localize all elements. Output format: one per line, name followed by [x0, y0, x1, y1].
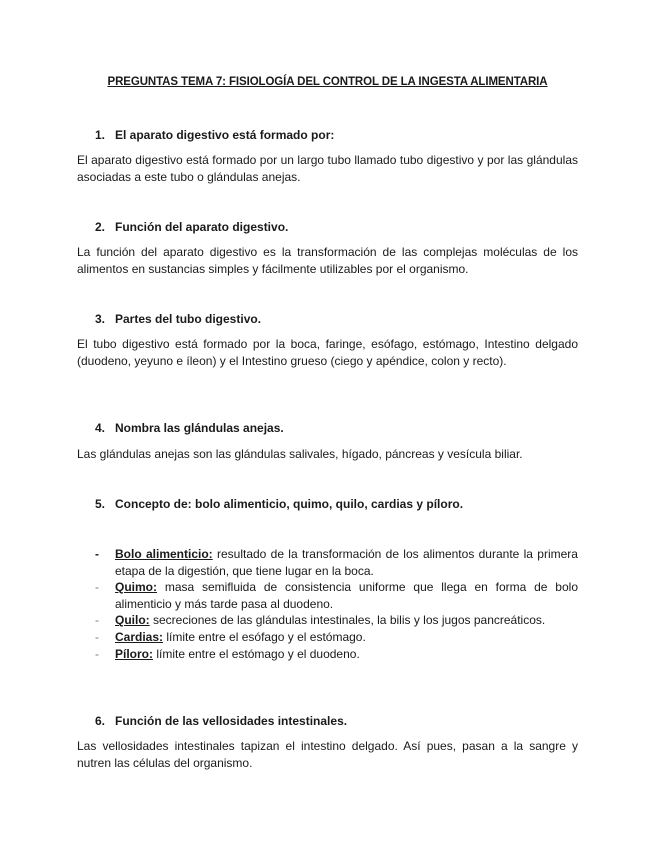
- list-item: [95, 579, 578, 612]
- page-title: PREGUNTAS TEMA 7: FISIOLOGÍA DEL CONTROL DE LA INGESTA ALIMENTARIA: [107, 76, 548, 88]
- answer-3: El tubo digestivo está formado por la boca, faringe, esófago, estómago, Intestino delgado (duodeno, yeyuno e íleon) y el Intestino grueso (ciego y apéndice, colon y recto).: [77, 337, 578, 368]
- question-text: El aparato digestivo está formado por:: [115, 128, 335, 142]
- answer-1: El aparato digestivo está formado por un largo tubo llamado tubo digestivo y por las glándulas asociadas a este tubo o glándulas anejas.: [77, 153, 578, 184]
- question-5: [95, 497, 463, 511]
- concept-term: Cardias:: [115, 629, 164, 644]
- answer-4: Las glándulas anejas son las glándulas salivales, hígado, páncreas y vesícula biliar.: [77, 447, 523, 461]
- concept-definition: secreciones de las glándulas intestinales, la bilis y los jugos pancreáticos.: [149, 613, 546, 628]
- question-number: 5.: [95, 497, 106, 511]
- question-text: Partes del tubo digestivo.: [115, 312, 262, 326]
- list-item: [95, 629, 578, 646]
- question-text: Concepto de: bolo alimenticio, quimo, quilo, cardias y píloro.: [115, 497, 464, 511]
- list-item: [95, 646, 578, 663]
- concept-definition: masa semifluida de consistencia uniforme que llega en forma de bolo alimenticio y más tarde pasa al duodeno.: [115, 580, 578, 611]
- concepts-list: [95, 546, 578, 662]
- concept-term: Quilo:: [115, 613, 150, 628]
- concept-definition: límite entre el estómago y el duodeno.: [153, 646, 360, 661]
- concept-definition: resultado de la transformación de los alimentos durante la primera etapa de la digestión, que tiene lugar en la boca.: [115, 547, 578, 578]
- question-3: [95, 312, 261, 326]
- question-4: [95, 421, 284, 435]
- question-2: [95, 220, 288, 234]
- question-number: 6.: [95, 714, 106, 728]
- concept-term: Bolo alimenticio:: [115, 547, 213, 561]
- list-bullet: -: [95, 613, 99, 628]
- list-item: [95, 546, 578, 579]
- concept-definition: límite entre el esófago y el estómago.: [163, 629, 366, 644]
- question-number: 3.: [95, 312, 106, 326]
- question-text: Función del aparato digestivo.: [115, 220, 289, 234]
- question-number: 2.: [95, 220, 106, 234]
- concept-term: Quimo:: [115, 580, 157, 595]
- list-bullet: -: [95, 580, 99, 595]
- question-1: [95, 128, 334, 142]
- question-text: Función de las vellosidades intestinales.: [115, 714, 348, 728]
- answer-2: La función del aparato digestivo es la transformación de las complejas moléculas de los alimentos en sustancias simples y fácilmente utilizables por el organismo.: [77, 245, 578, 276]
- question-text: Nombra las glándulas anejas.: [115, 421, 284, 435]
- question-number: 1.: [95, 128, 106, 142]
- list-bullet: -: [95, 646, 99, 661]
- list-bullet: -: [95, 629, 99, 644]
- concept-term: Píloro:: [115, 646, 153, 661]
- answer-6: Las vellosidades intestinales tapizan el intestino delgado. Así pues, pasan a la sangre y nutren las células del organismo.: [77, 739, 578, 770]
- list-item: [95, 612, 578, 629]
- question-6: [95, 714, 347, 728]
- question-number: 4.: [95, 421, 106, 435]
- list-bullet: -: [95, 547, 99, 561]
